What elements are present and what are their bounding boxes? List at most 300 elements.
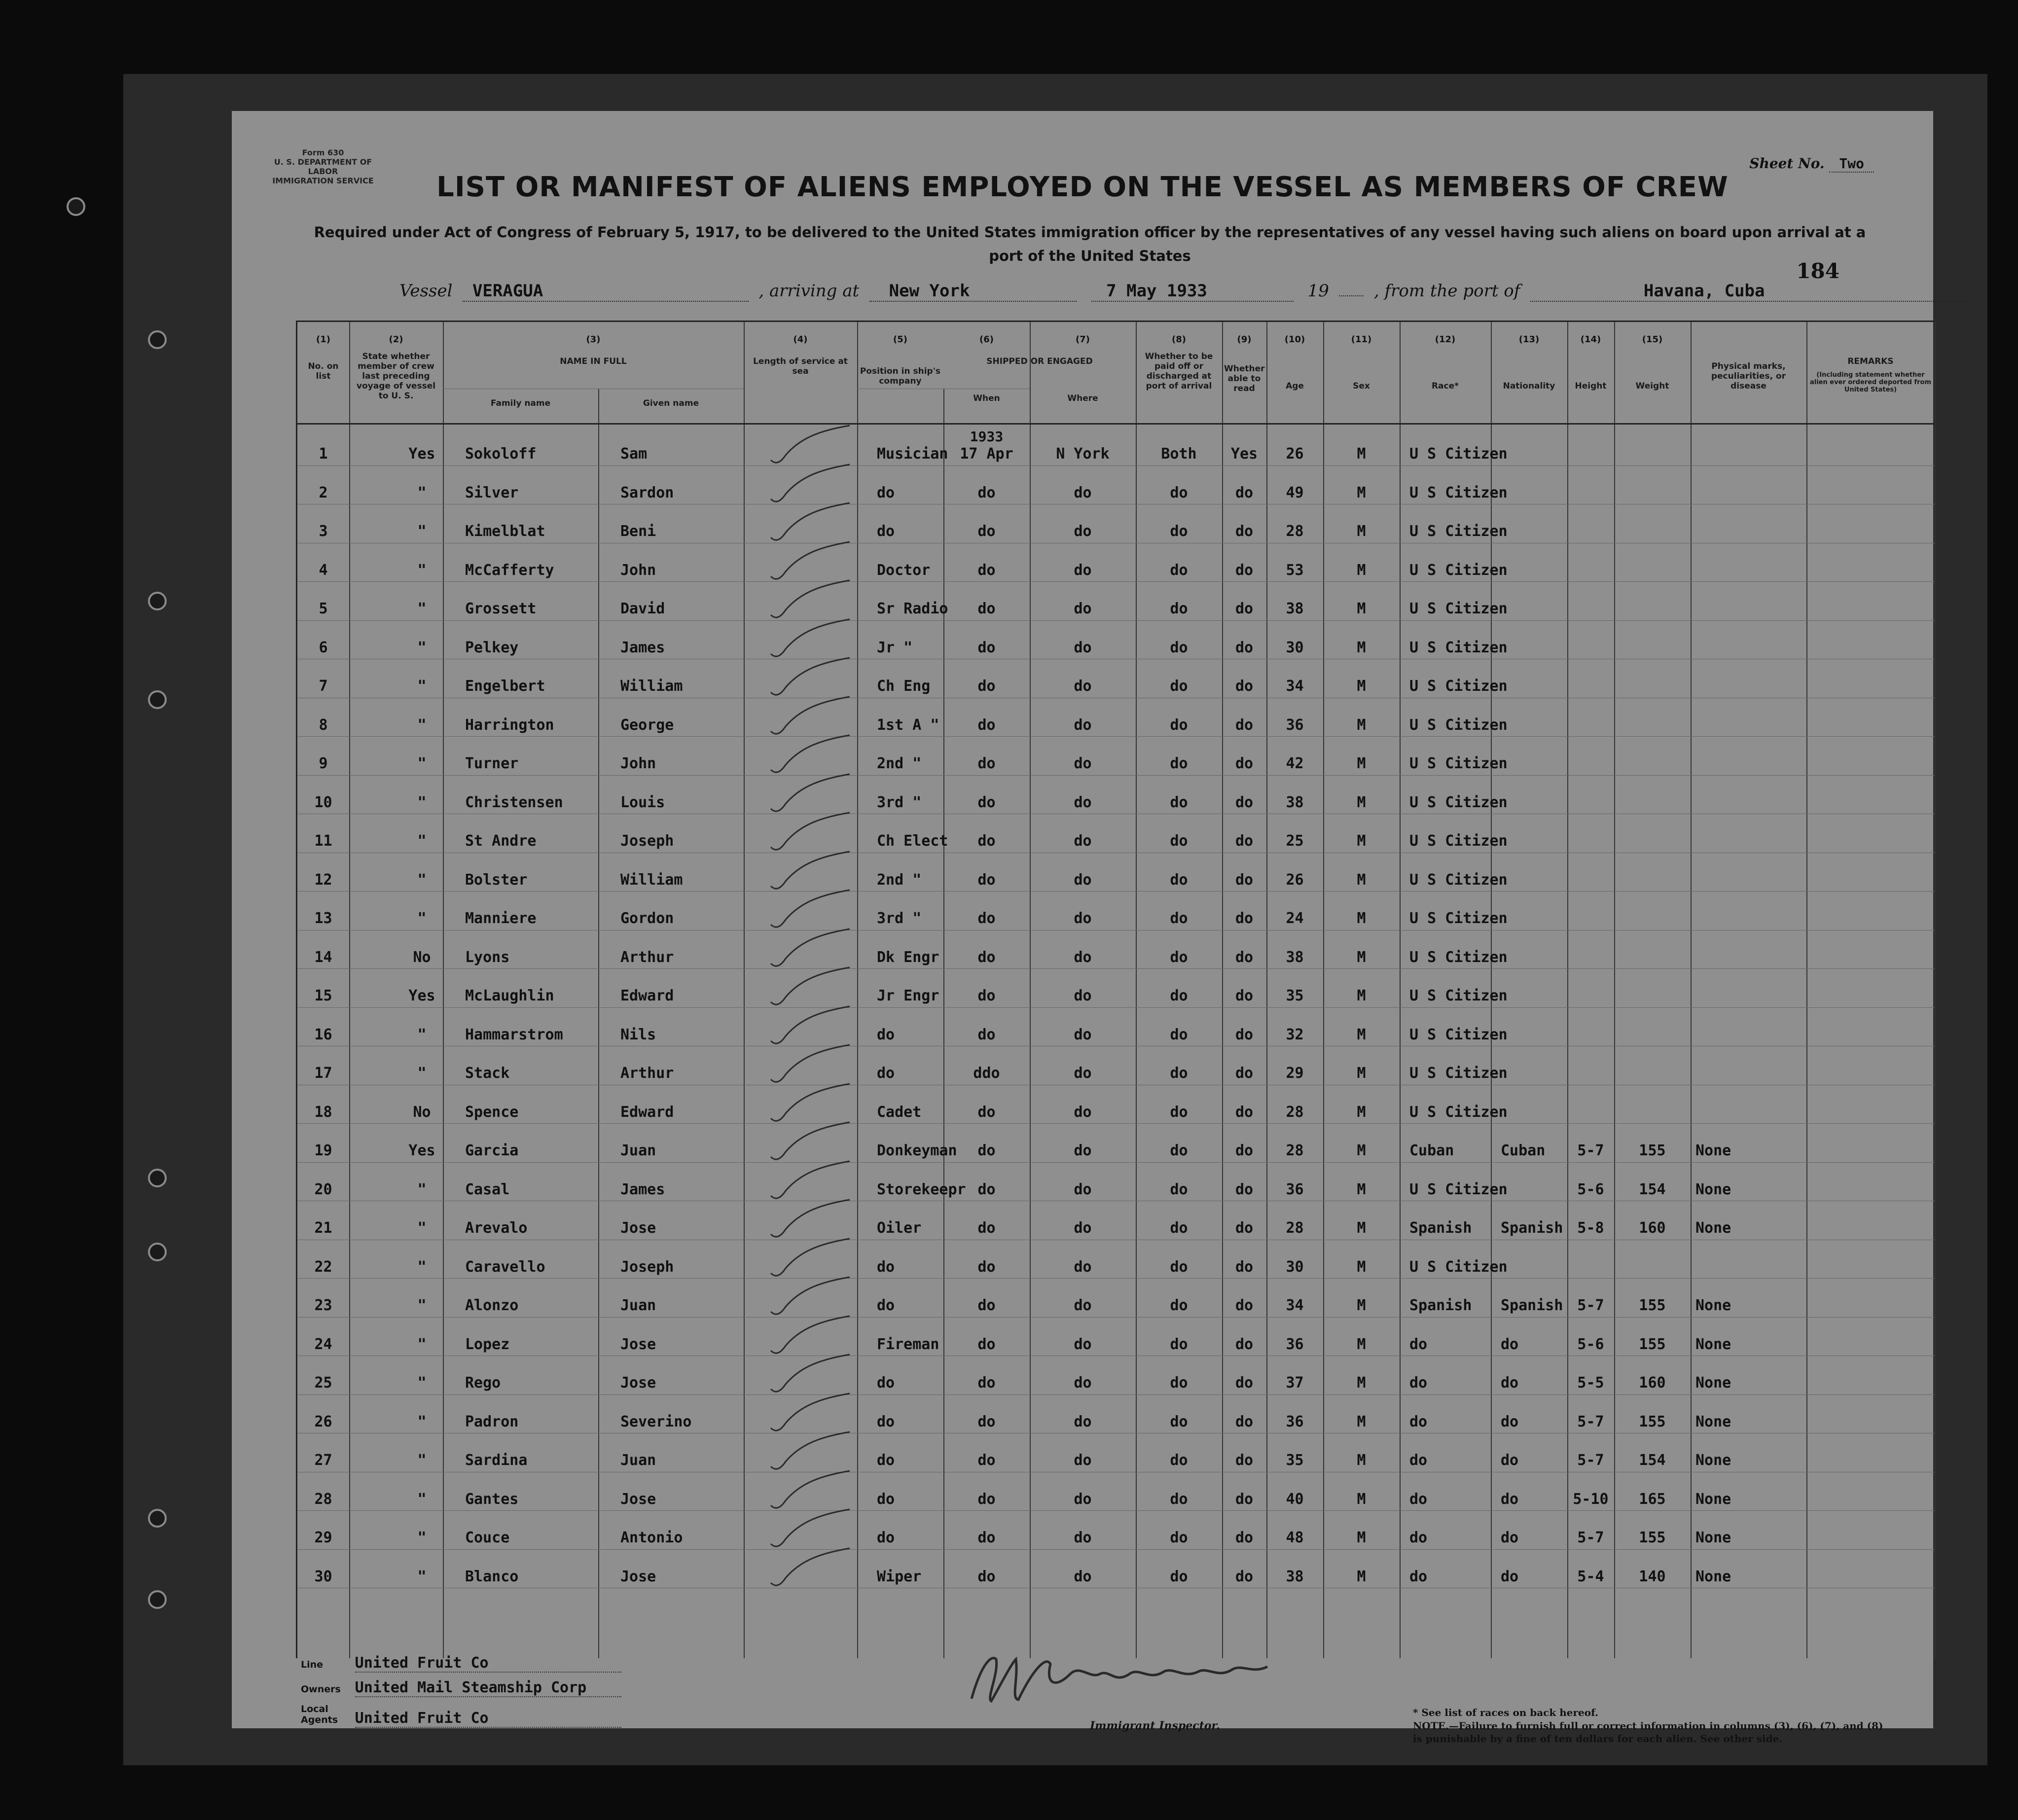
row-no: 12: [314, 871, 332, 889]
row-prev: ": [417, 639, 427, 656]
row-age: 36: [1286, 716, 1304, 734]
row-when: do: [977, 1529, 996, 1546]
row-when: 17 Apr: [960, 445, 1013, 463]
row-pos: 2nd ": [877, 755, 922, 772]
row-family: Turner: [465, 755, 519, 772]
row-pos: Ch Elect: [877, 832, 948, 850]
row-paid: do: [1170, 1529, 1188, 1546]
row-given: Severino: [620, 1413, 692, 1430]
row-read: do: [1235, 716, 1254, 734]
row-given: Antonio: [620, 1529, 683, 1546]
row-family: Spence: [465, 1103, 519, 1121]
row-where: do: [1074, 1065, 1092, 1082]
row-rule: [297, 1394, 1935, 1395]
row-when: do: [977, 1026, 996, 1043]
column-number: (14): [1580, 334, 1601, 345]
arrival-date: 7 May 1933: [1091, 281, 1294, 302]
row-sex: M: [1357, 793, 1366, 811]
row-family: Silver: [465, 484, 519, 501]
row-read: do: [1235, 1258, 1254, 1276]
row-sex: M: [1357, 1258, 1366, 1276]
row-sex: M: [1357, 987, 1366, 1004]
row-family: Lyons: [465, 948, 510, 966]
row-read: do: [1235, 1529, 1254, 1546]
header-position: Position in ship's company: [860, 366, 941, 386]
row-age: 37: [1286, 1374, 1304, 1392]
row-sex: M: [1357, 561, 1366, 579]
punch-hole: [148, 330, 167, 349]
row-family: St Andre: [465, 832, 537, 850]
row-where: do: [1074, 987, 1092, 1004]
row-when: do: [977, 1413, 996, 1430]
row-rule: [297, 1510, 1935, 1511]
row-read: Yes: [1230, 445, 1258, 463]
row-marks: None: [1695, 1529, 1731, 1546]
row-pos: 1st A ": [877, 716, 939, 734]
row-where: do: [1074, 1180, 1092, 1198]
row-where: do: [1074, 1297, 1092, 1314]
row-sex: M: [1357, 832, 1366, 850]
row-race: U S Citizen: [1409, 832, 1508, 850]
column-number: (2): [389, 334, 403, 345]
row-paid: do: [1170, 871, 1188, 889]
check-mark-icon: [766, 1200, 855, 1244]
check-mark-icon: [766, 1355, 855, 1399]
row-marks: None: [1695, 1452, 1731, 1469]
row-pos: Doctor: [877, 561, 931, 579]
header-shipped: SHIPPED OR ENGAGED: [986, 357, 1093, 366]
row-family: Rego: [465, 1374, 501, 1392]
row-where: do: [1074, 561, 1092, 579]
row-when: do: [977, 1568, 996, 1585]
row-wt: 155: [1639, 1142, 1666, 1159]
row-age: 40: [1286, 1490, 1304, 1508]
row-ht: 5-7: [1577, 1452, 1604, 1469]
row-age: 35: [1286, 987, 1304, 1004]
row-marks: None: [1695, 1297, 1731, 1314]
row-age: 24: [1286, 910, 1304, 927]
row-no: 11: [314, 832, 332, 850]
row-read: do: [1235, 639, 1254, 656]
row-race: U S Citizen: [1409, 484, 1508, 501]
row-where: do: [1074, 871, 1092, 889]
row-pos: Storekeepr: [877, 1180, 966, 1198]
row-rule: [297, 620, 1935, 621]
row-prev: ": [417, 1180, 427, 1198]
row-sex: M: [1357, 1142, 1366, 1159]
row-paid: do: [1170, 1258, 1188, 1276]
row-sex: M: [1357, 523, 1366, 540]
row-rule: [297, 968, 1935, 969]
row-sex: M: [1357, 484, 1366, 501]
year-blank: [1339, 295, 1364, 296]
check-mark-icon: [766, 426, 855, 470]
header-paid-off: Whether to be paid off or discharged at port of arrival: [1145, 352, 1213, 391]
row-nat: Spanish: [1501, 1219, 1563, 1237]
row-age: 38: [1286, 600, 1304, 617]
row-nat: Cuban: [1501, 1142, 1546, 1159]
row-given: Juan: [620, 1142, 656, 1159]
row-paid: do: [1170, 1568, 1188, 1585]
from-port-label: , from the port of: [1373, 281, 1520, 301]
row-rule: [297, 775, 1935, 776]
row-paid: do: [1170, 484, 1188, 501]
row-where: do: [1074, 600, 1092, 617]
row-prev: ": [417, 1413, 427, 1430]
row-paid: do: [1170, 1490, 1188, 1508]
row-no: 30: [314, 1568, 332, 1585]
row-prev: ": [417, 484, 427, 501]
row-race: U S Citizen: [1409, 871, 1508, 889]
row-pos: do: [877, 1297, 895, 1314]
row-paid: do: [1170, 716, 1188, 734]
row-race: do: [1409, 1452, 1428, 1469]
row-paid: do: [1170, 910, 1188, 927]
row-ht: 5-7: [1577, 1529, 1604, 1546]
row-where: do: [1074, 1335, 1092, 1353]
row-nat: do: [1501, 1452, 1519, 1469]
row-race: Spanish: [1409, 1297, 1472, 1314]
row-pos: do: [877, 1529, 895, 1546]
row-race: U S Citizen: [1409, 1258, 1508, 1276]
check-mark-icon: [766, 580, 855, 625]
row-age: 28: [1286, 1103, 1304, 1121]
row-read: do: [1235, 1452, 1254, 1469]
row-read: do: [1235, 1568, 1254, 1585]
header-physical: Physical marks, peculiarities, or disease: [1711, 361, 1786, 391]
row-given: Edward: [620, 987, 674, 1004]
row-ht: 5-8: [1577, 1219, 1604, 1237]
row-family: Sokoloff: [465, 445, 537, 463]
row-no: 26: [314, 1413, 332, 1430]
row-age: 34: [1286, 678, 1304, 695]
row-no: 28: [314, 1490, 332, 1508]
row-race: U S Citizen: [1409, 793, 1508, 811]
row-paid: do: [1170, 1180, 1188, 1198]
column-rule: [598, 389, 599, 1658]
line-value: United Fruit Co: [355, 1654, 621, 1673]
row-rule: [297, 581, 1935, 582]
row-sex: M: [1357, 445, 1366, 463]
row-when: do: [977, 523, 996, 540]
row-no: 27: [314, 1452, 332, 1469]
header-height: Height: [1575, 381, 1607, 391]
check-mark-icon: [766, 1161, 855, 1206]
row-when: do: [977, 1490, 996, 1508]
row-pos: Wiper: [877, 1568, 922, 1585]
row-ht: 5-6: [1577, 1335, 1604, 1353]
row-where: N York: [1056, 445, 1110, 463]
row-wt: 140: [1639, 1568, 1666, 1585]
row-rule: [297, 1278, 1935, 1279]
row-where: do: [1074, 1568, 1092, 1585]
row-given: Edward: [620, 1103, 674, 1121]
row-prev: ": [417, 1335, 427, 1353]
row-prev: ": [417, 793, 427, 811]
row-family: McCafferty: [465, 561, 554, 579]
row-marks: None: [1695, 1142, 1731, 1159]
row-paid: do: [1170, 1103, 1188, 1121]
row-sex: M: [1357, 716, 1366, 734]
row-when: do: [977, 1142, 996, 1159]
check-mark-icon: [766, 1509, 855, 1554]
row-sex: M: [1357, 1219, 1366, 1237]
row-read: do: [1235, 832, 1254, 850]
signature-image: [952, 1644, 1287, 1713]
punch-hole: [148, 1590, 167, 1609]
row-no: 21: [314, 1219, 332, 1237]
row-pos: Fireman: [877, 1335, 939, 1353]
row-age: 38: [1286, 948, 1304, 966]
row-paid: do: [1170, 793, 1188, 811]
row-where: do: [1074, 1258, 1092, 1276]
row-prev: ": [417, 755, 427, 772]
column-number: (11): [1351, 334, 1372, 345]
row-prev: No: [413, 1103, 431, 1121]
check-mark-icon: [766, 774, 855, 819]
row-no: 8: [319, 716, 328, 734]
row-race: U S Citizen: [1409, 445, 1508, 463]
row-given: Nils: [620, 1026, 656, 1043]
check-mark-icon: [766, 1239, 855, 1283]
check-mark-icon: [766, 1393, 855, 1438]
row-given: Gordon: [620, 910, 674, 927]
row-when: do: [977, 1374, 996, 1392]
crew-table: [296, 321, 1935, 1658]
row-pos: Ch Eng: [877, 678, 931, 695]
row-nat: Spanish: [1501, 1297, 1563, 1314]
row-paid: Both: [1161, 445, 1197, 463]
column-rule: [1935, 322, 1936, 1658]
row-wt: 165: [1639, 1490, 1666, 1508]
row-family: Casal: [465, 1180, 510, 1198]
row-paid: do: [1170, 1335, 1188, 1353]
row-prev: ": [417, 716, 427, 734]
row-pos: Oiler: [877, 1219, 922, 1237]
row-where: do: [1074, 1413, 1092, 1430]
row-no: 22: [314, 1258, 332, 1276]
row-family: Alonzo: [465, 1297, 519, 1314]
row-age: 28: [1286, 1142, 1304, 1159]
row-read: do: [1235, 678, 1254, 695]
year-label: 19: [1307, 281, 1329, 301]
check-mark-icon: [766, 813, 855, 857]
row-no: 7: [319, 678, 328, 695]
row-given: John: [620, 561, 656, 579]
arriving-label: , arriving at: [758, 281, 860, 301]
header-sex: Sex: [1353, 381, 1370, 391]
column-number: (10): [1284, 334, 1305, 345]
footer-line: [301, 1654, 621, 1673]
row-paid: do: [1170, 1219, 1188, 1237]
row-pos: do: [877, 1026, 895, 1043]
row-no: 24: [314, 1335, 332, 1353]
row-rule: [297, 1549, 1935, 1550]
row-paid: do: [1170, 600, 1188, 617]
row-family: Padron: [465, 1413, 519, 1430]
row-sex: M: [1357, 1065, 1366, 1082]
race-note: * See list of races on back hereof.: [1413, 1707, 1598, 1718]
row-read: do: [1235, 1490, 1254, 1508]
row-paid: do: [1170, 1452, 1188, 1469]
row-given: Jose: [620, 1374, 656, 1392]
row-family: Blanco: [465, 1568, 519, 1585]
row-read: do: [1235, 1142, 1254, 1159]
row-read: do: [1235, 910, 1254, 927]
row-race: U S Citizen: [1409, 755, 1508, 772]
row-age: 26: [1286, 445, 1304, 463]
punch-hole: [148, 1243, 167, 1261]
row-nat: do: [1501, 1413, 1519, 1430]
row-read: do: [1235, 1103, 1254, 1121]
row-wt: 155: [1639, 1297, 1666, 1314]
row-prev: ": [417, 523, 427, 540]
check-mark-icon: [766, 1277, 855, 1321]
row-where: do: [1074, 639, 1092, 656]
row-no: 18: [314, 1103, 332, 1121]
row-marks: None: [1695, 1568, 1731, 1585]
row-sex: M: [1357, 1490, 1366, 1508]
column-rule: [857, 322, 858, 1658]
row-read: do: [1235, 523, 1254, 540]
row-sex: M: [1357, 871, 1366, 889]
row-family: Sardina: [465, 1452, 528, 1469]
row-where: do: [1074, 523, 1092, 540]
row-race: do: [1409, 1490, 1428, 1508]
row-paid: do: [1170, 1026, 1188, 1043]
row-pos: do: [877, 1452, 895, 1469]
header-able-read: Whether able to read: [1224, 364, 1265, 393]
row-pos: do: [877, 1413, 895, 1430]
row-age: 30: [1286, 639, 1304, 656]
check-mark-icon: [766, 890, 855, 934]
check-mark-icon: [766, 967, 855, 1012]
row-when: do: [977, 639, 996, 656]
header-no-on-list: No. on list: [308, 361, 339, 381]
row-nat: do: [1501, 1374, 1519, 1392]
row-when: do: [977, 1258, 996, 1276]
row-prev: ": [417, 1374, 427, 1392]
row-given: Beni: [620, 523, 656, 540]
row-paid: do: [1170, 523, 1188, 540]
page-number: 184: [1796, 259, 1839, 283]
row-family: Stack: [465, 1065, 510, 1082]
row-when: do: [977, 910, 996, 927]
header-length-service: Length of service at sea: [753, 357, 848, 376]
row-sex: M: [1357, 1529, 1366, 1546]
row-read: do: [1235, 1180, 1254, 1198]
row-race: U S Citizen: [1409, 948, 1508, 966]
row-given: Arthur: [620, 1065, 674, 1082]
row-prev: ": [417, 1568, 427, 1585]
row-no: 4: [319, 561, 328, 579]
row-where: do: [1074, 678, 1092, 695]
row-sex: M: [1357, 1452, 1366, 1469]
column-number: (8): [1172, 334, 1186, 345]
row-family: Garcia: [465, 1142, 519, 1159]
row-marks: None: [1695, 1335, 1731, 1353]
row-prev: ": [417, 1065, 427, 1082]
row-read: do: [1235, 1297, 1254, 1314]
row-when: do: [977, 484, 996, 501]
row-pos: do: [877, 1065, 895, 1082]
row-read: do: [1235, 600, 1254, 617]
header-when: When: [973, 393, 1000, 403]
row-no: 14: [314, 948, 332, 966]
punch-hole: [67, 197, 85, 216]
row-marks: None: [1695, 1219, 1731, 1237]
row-prev: ": [417, 1529, 427, 1546]
row-sex: M: [1357, 910, 1366, 927]
row-read: do: [1235, 561, 1254, 579]
check-mark-icon: [766, 1471, 855, 1515]
row-rule: [297, 1007, 1935, 1008]
row-rule: [297, 891, 1935, 892]
row-prev: No: [413, 948, 431, 966]
row-given: James: [620, 1180, 665, 1198]
row-rule: [297, 423, 1935, 425]
row-sex: M: [1357, 600, 1366, 617]
row-no: 19: [314, 1142, 332, 1159]
row-prev: ": [417, 1258, 427, 1276]
row-given: William: [620, 678, 683, 695]
row-wt: 154: [1639, 1180, 1666, 1198]
row-when: do: [977, 832, 996, 850]
row-paid: do: [1170, 948, 1188, 966]
row-age: 48: [1286, 1529, 1304, 1546]
row-when: do: [977, 600, 996, 617]
row-no: 13: [314, 910, 332, 927]
check-mark-icon: [766, 1122, 855, 1167]
row-paid: do: [1170, 987, 1188, 1004]
row-given: Jose: [620, 1335, 656, 1353]
column-number: (5): [893, 334, 907, 345]
column-number: (7): [1076, 334, 1090, 345]
check-mark-icon: [766, 1432, 855, 1476]
row-given: Sam: [620, 445, 648, 463]
sheet-number: [1749, 155, 1874, 172]
row-prev: ": [417, 832, 427, 850]
row-given: William: [620, 871, 683, 889]
row-age: 28: [1286, 523, 1304, 540]
row-ht: 5-4: [1577, 1568, 1604, 1585]
arriving-port: New York: [869, 281, 1077, 302]
header-family-name: Family name: [490, 398, 551, 408]
row-age: 38: [1286, 1568, 1304, 1585]
agents-label: Local Agents: [301, 1704, 338, 1725]
row-no: 16: [314, 1026, 332, 1043]
row-when: do: [977, 1219, 996, 1237]
row-marks: None: [1695, 1180, 1731, 1198]
row-paid: do: [1170, 561, 1188, 579]
check-mark-icon: [766, 1548, 855, 1593]
page-subtitle: Required under Act of Congress of February 5, 1917, to be delivered to the United States immigration officer by the representatives of any vessel having such aliens on board upon arrival at a port of the United States: [314, 224, 1866, 264]
punch-hole: [148, 1169, 167, 1187]
vessel-name: VERAGUA: [463, 281, 749, 302]
punch-hole: [148, 592, 167, 610]
row-sex: M: [1357, 678, 1366, 695]
row-wt: 160: [1639, 1219, 1666, 1237]
row-given: Jose: [620, 1490, 656, 1508]
row-where: do: [1074, 1374, 1092, 1392]
row-when: do: [977, 793, 996, 811]
row-nat: do: [1501, 1490, 1519, 1508]
row-pos: 3rd ": [877, 910, 922, 927]
row-read: do: [1235, 871, 1254, 889]
row-paid: do: [1170, 832, 1188, 850]
row-race: do: [1409, 1374, 1428, 1392]
row-age: 28: [1286, 1219, 1304, 1237]
